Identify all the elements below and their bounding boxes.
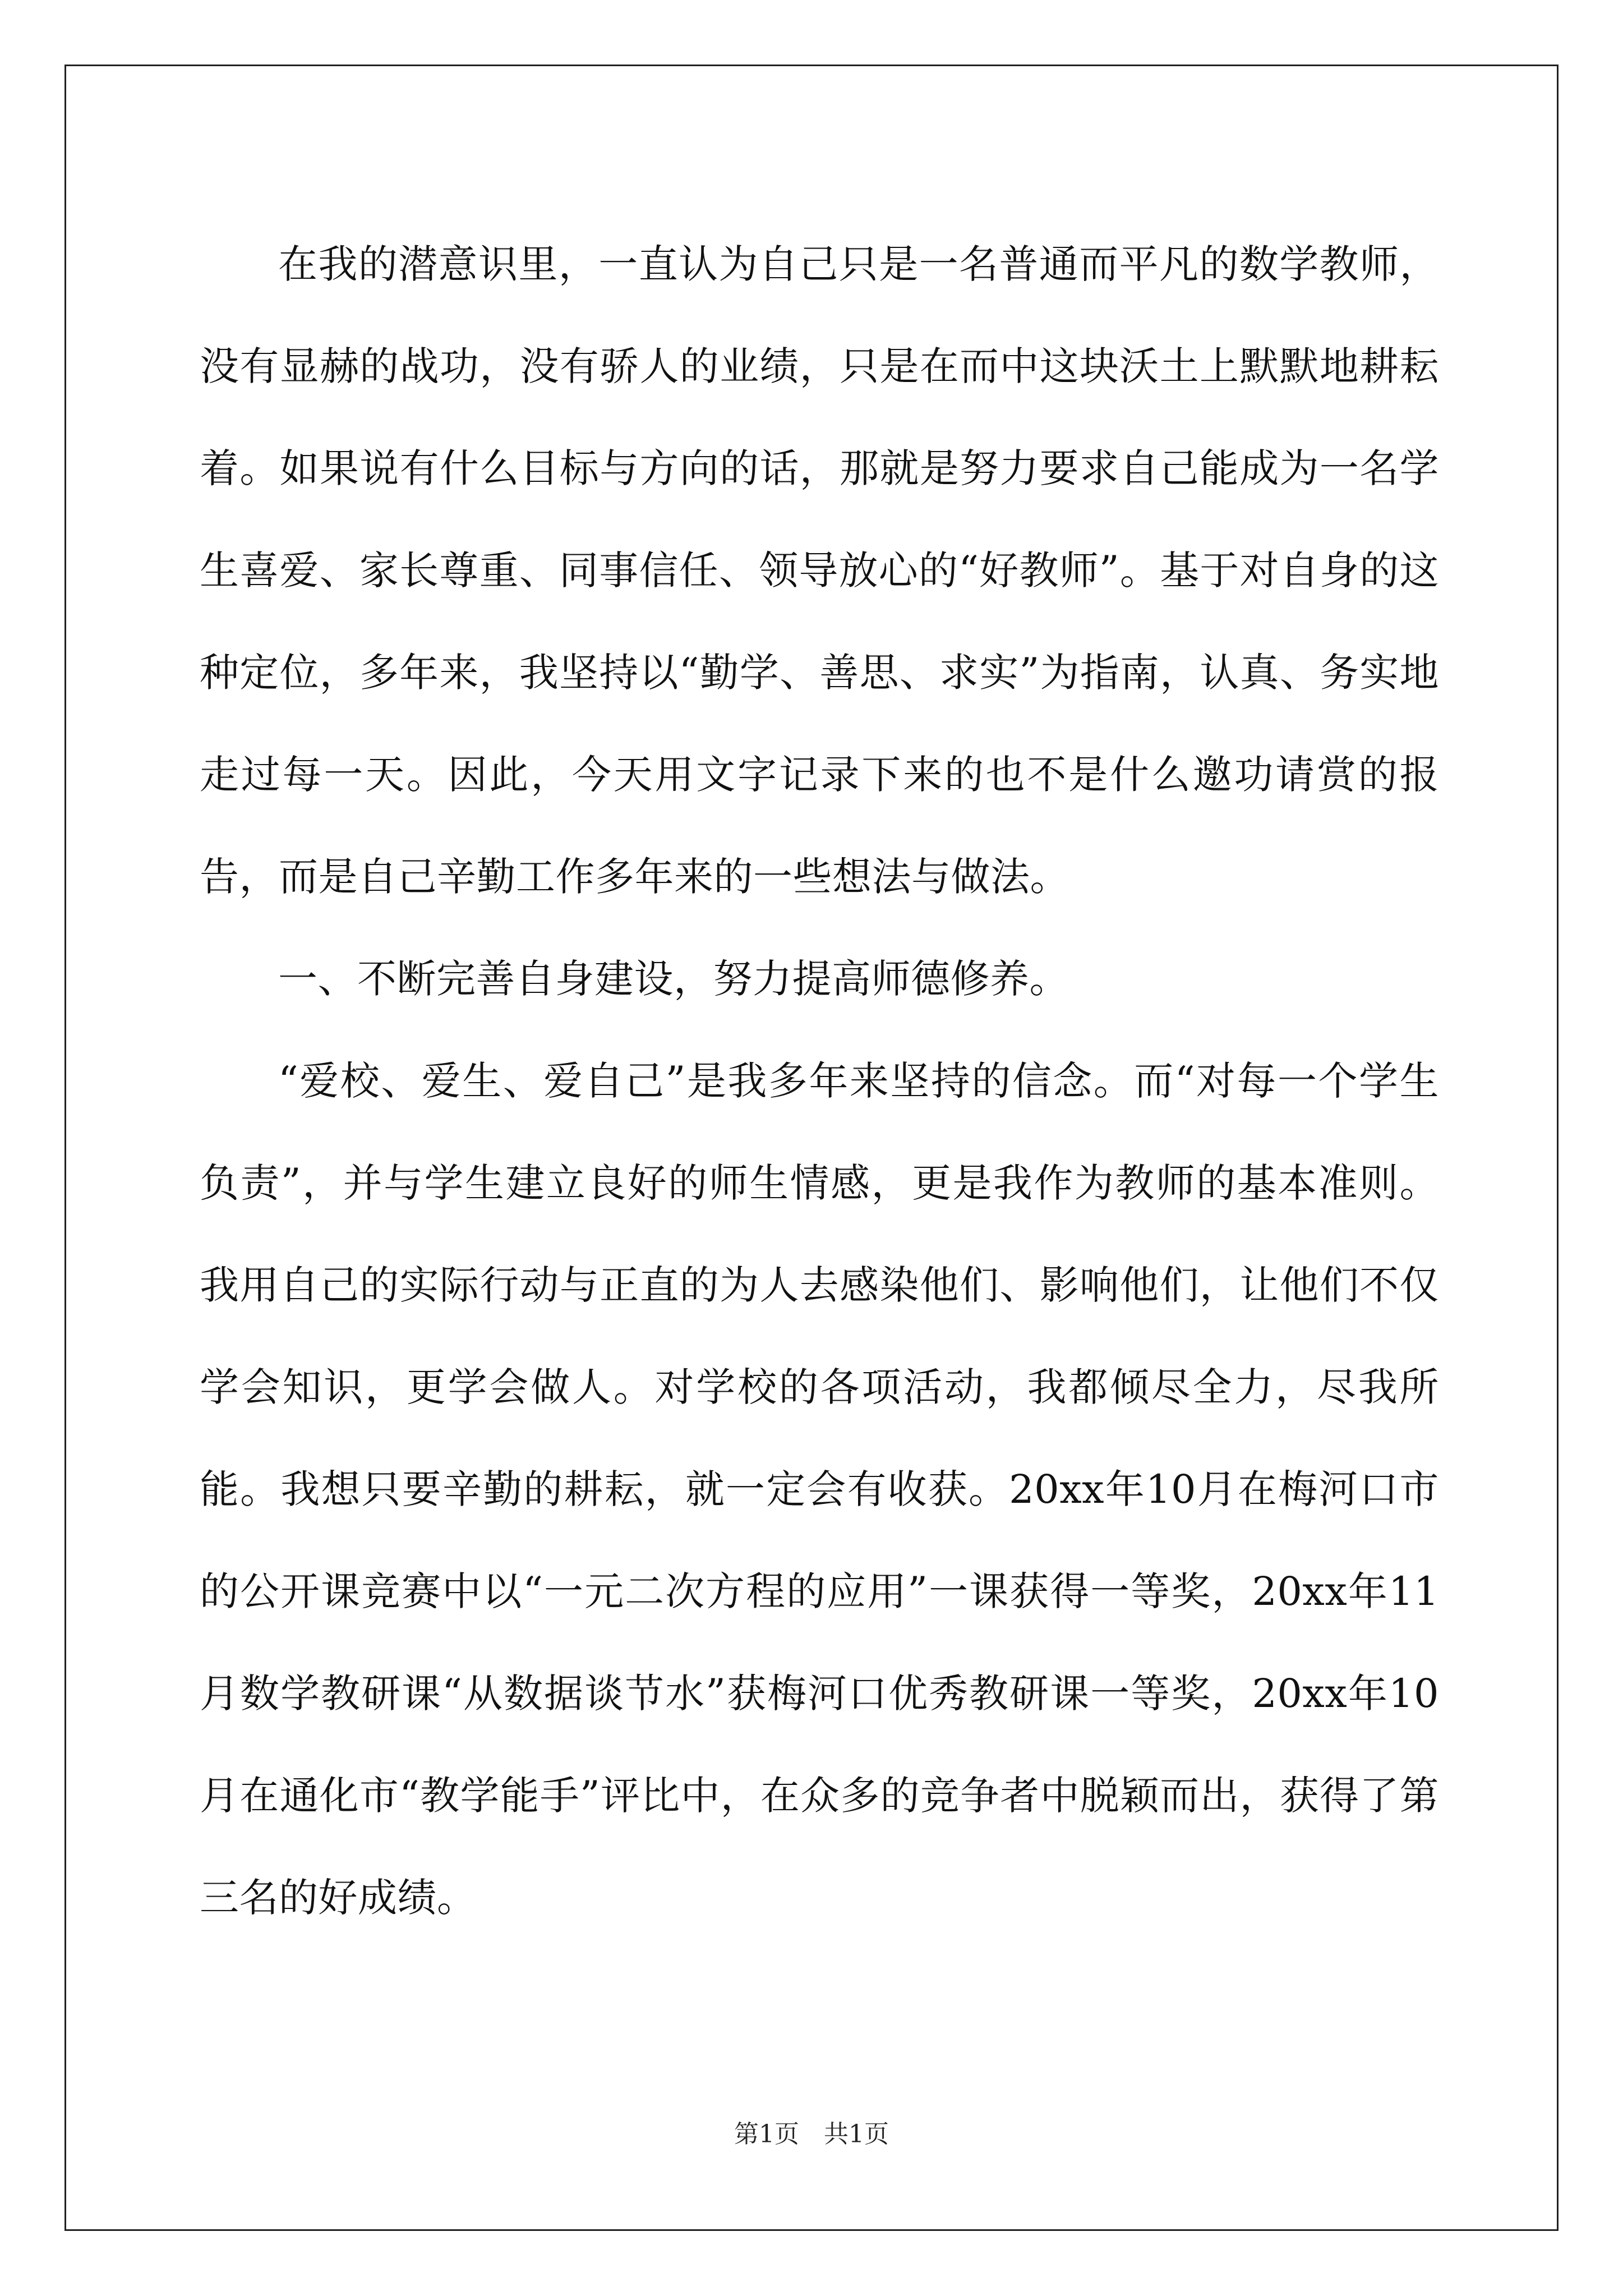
paragraph-body: “爱校、爱生、爱自己”是我多年来坚持的信念。而“对每一个学生负责”，并与学生建立良好的师生情感，更是我作为教师的基本准则。我用自己的实际行动与正直的为人去感染他们、影响他们，让他们不仅学会知识，更学会做人。对学校的各项活动，我都倾尽全力，尽我所能。我想只要辛勤的耕耘，就一定会有收获。20xx年10月在梅河口市的公开课竞赛中以“一元二次方程的应用”一课获得一等奖，20xx年11月数学教研课“从数据谈节水”获梅河口优秀教研课一等奖，20xx年10月在通化市“教学能手”评比中，在众多的竞争者中脱颖而出，获得了第三名的好成绩。 [200, 1058, 1439, 1921]
page-total: 共1页 [824, 2120, 889, 2148]
document-body [200, 213, 1439, 1949]
section-heading: 一、不断完善自身建设，努力提高师德修养。 [278, 956, 1069, 1002]
page-number: 第1页 [734, 2120, 799, 2148]
paragraph-intro: 在我的潜意识里，一直认为自己只是一名普通而平凡的数学教师，没有显赫的战功，没有骄人的业绩，只是在而中这块沃土上默默地耕耘着。如果说有什么目标与方向的话，那就是努力要求自己能成为一名学生喜爱、家长尊重、同事信任、领导放心的“好教师”。基于对自身的这种定位，多年来，我坚持以“勤学、善思、求实”为指南，认真、务实地走过每一天。因此，今天用文字记录下来的也不是什么邀功请赏的报告，而是自己辛勤工作多年来的一些想法与做法。 [200, 241, 1439, 900]
page-footer [0, 2118, 1623, 2151]
